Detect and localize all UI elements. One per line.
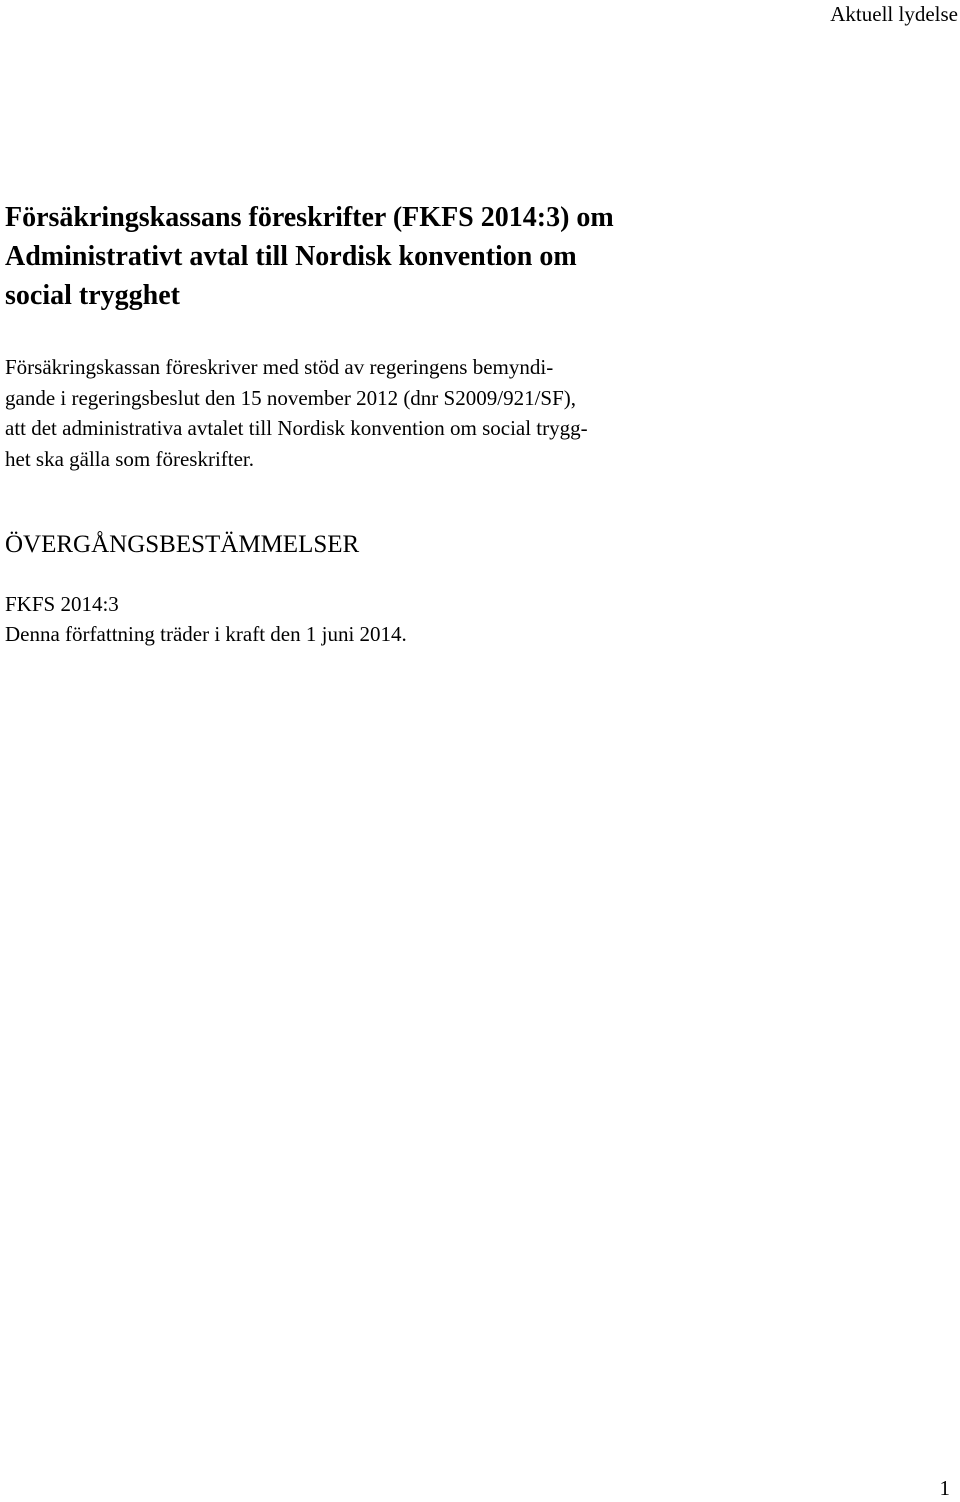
- page-number: 1: [939, 1476, 950, 1500]
- title-line: Försäkringskassans föreskrifter (FKFS 2014:3) om: [5, 202, 614, 233]
- intro-line: Försäkringskassan föreskriver med stöd av regeringens bemyndi-: [5, 355, 554, 379]
- intro-line: att det administrativa avtalet till Nordisk konvention om social trygg-: [5, 416, 588, 440]
- title-line: social trygghet: [5, 280, 180, 311]
- document-title: [5, 198, 765, 315]
- intro-line: gande i regeringsbeslut den 15 november 2012 (dnr S2009/921/SF),: [5, 385, 576, 410]
- title-line: Administrativt avtal till Nordisk konvention om: [5, 241, 577, 272]
- entry-into-force-text: Denna författning träder i kraft den 1 juni 2014.: [5, 622, 407, 646]
- document-status-label: Aktuell lydelse: [830, 2, 958, 26]
- transitional-provisions-heading: ÖVERGÅNGSBESTÄMMELSER: [5, 531, 360, 558]
- intro-paragraph: [5, 352, 735, 474]
- intro-line: het ska gälla som föreskrifter.: [5, 446, 255, 471]
- regulation-code: FKFS 2014:3: [5, 592, 119, 616]
- transitional-provision: [5, 589, 407, 649]
